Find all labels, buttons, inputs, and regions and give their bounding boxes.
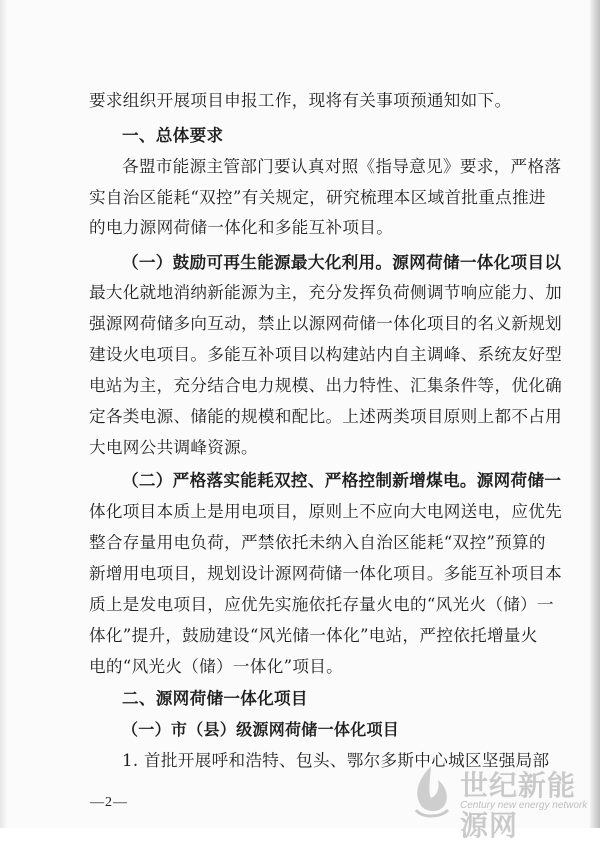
text-line: 的电力源网荷储一体化和多能互补项目。 — [89, 218, 394, 237]
flame-logo-icon — [404, 762, 458, 820]
text-line: 质上是发电项目，应优先实施依托存量火电的“风光火（储）一 — [89, 595, 554, 614]
page-edge-shadow — [590, 0, 600, 828]
text-line: 实自治区能耗“双控”有关规定，研究梳理本区域首批重点推进 — [89, 188, 546, 207]
binding-edge — [0, 0, 8, 828]
text-line: 体化项目本质上是用电项目，原则上不应向大电网送电，应优先 — [89, 502, 563, 521]
text-line: 电站为主，充分结合电力规模、出力特性、汇集条件等，优化确 — [89, 376, 563, 395]
section-heading: 一、总体要求 — [122, 126, 224, 145]
text-line: 强源网荷储多向互动，禁止以源网荷储一体化项目的名义新规划 — [89, 314, 563, 333]
text-line: 大电网公共调峰资源。 — [89, 438, 258, 457]
watermark-subtext: Century new energy network — [460, 800, 588, 811]
page-number: —2— — [90, 795, 128, 810]
text-line: 体化”提升，鼓励建设“风光储一体化”电站，严控依托增量火 — [89, 626, 538, 645]
text-line: 1. 首批开展呼和浩特、包头、鄂尔多斯中心城区坚强局部 — [122, 751, 550, 770]
text-line: 建设火电项目。多能互补项目以构建站内自主调峰、系统友好型 — [89, 345, 563, 364]
subsection-line: （二）严格落实能耗双控、严格控制新增煤电。源网荷储一 — [122, 470, 562, 490]
text-line: 要求组织开展项目申报工作，现将有关事项预通知如下。 — [89, 91, 512, 110]
watermark-text: 世纪新能源网 — [460, 769, 577, 842]
subsection-line: （一）鼓励可再生能源最大化利用。源网荷储一体化项目以 — [122, 252, 562, 272]
subsection-heading: （一）市（县）级源网荷储一体化项目 — [122, 720, 400, 739]
text-line: 各盟市能源主管部门要认真对照《指导意见》要求，严格落 — [122, 157, 562, 176]
text-line: 定各类电源、储能的规模和配比。上述两类项目原则上都不占用 — [89, 407, 563, 426]
text-line: 最大化就地消纳新能源为主，充分发挥负荷侧调节响应能力、加 — [89, 283, 563, 302]
section-heading: 二、源网荷储一体化项目 — [122, 689, 308, 708]
watermark — [402, 760, 592, 842]
text-line: 新增用电项目，规划设计源网荷储一体化项目。多能互补项目本 — [89, 564, 563, 583]
text-line: 整合存量用电负荷，严禁依托未纳入自治区能耗“双控”预算的 — [89, 533, 546, 552]
text-line: 电的“风光火（储）一体化”项目。 — [89, 657, 344, 676]
